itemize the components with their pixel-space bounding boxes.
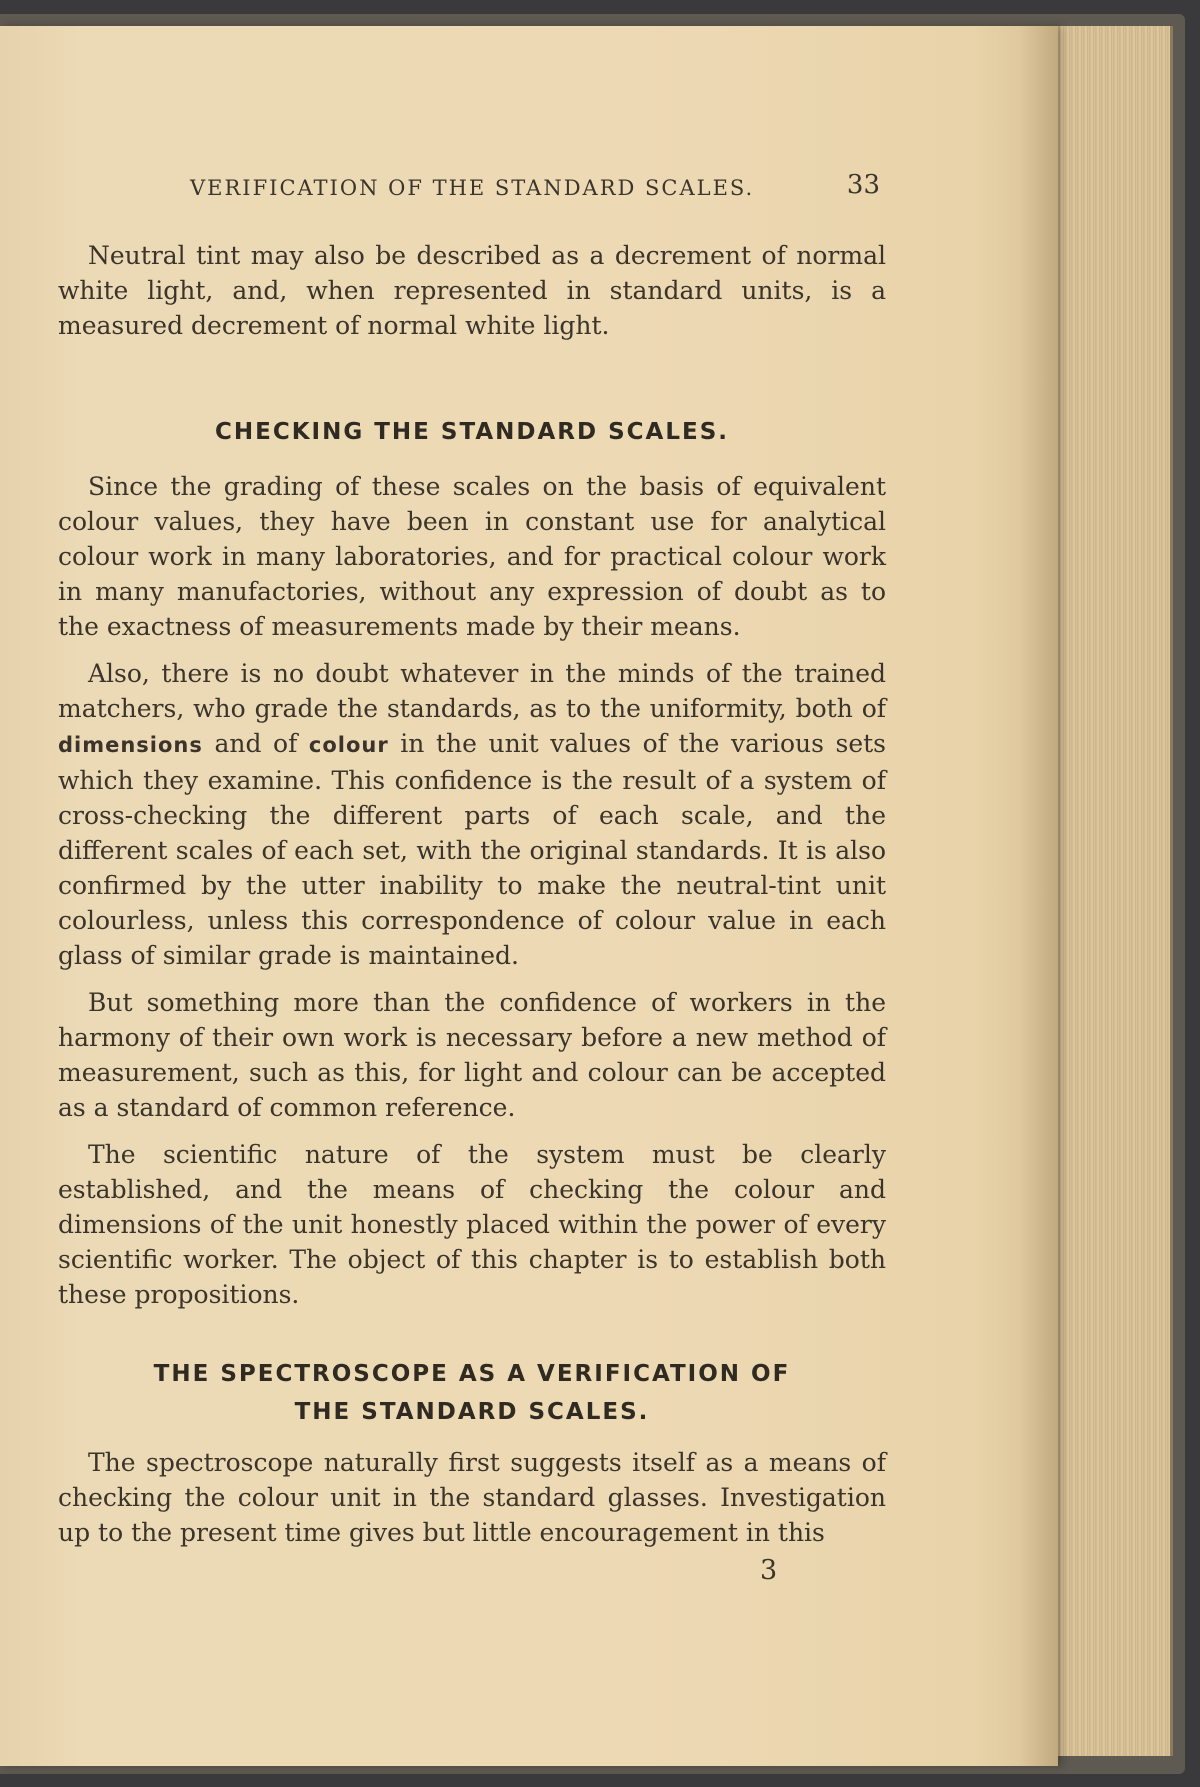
page-shadow [1020, 26, 1060, 1766]
intro-paragraph [58, 238, 886, 343]
heading-line: THE SPECTROSCOPE AS A VERIFICATION OF [153, 1361, 791, 1387]
page-number: 33 [846, 170, 880, 200]
heading-line: THE STANDARD SCALES. [294, 1399, 650, 1425]
paragraph [58, 656, 886, 973]
text-span: and of [202, 729, 309, 758]
paragraph: But something more than the confidence of workers in the harmony of their own work is necessary before a new method of measurement, such as this, for light and colour can be accepted as a standard of common reference. [58, 988, 886, 1122]
text-span: in the unit values of the various sets which they examine. This confidence is the result of a system of cross-checking the different parts of each scale, and the different scales of each set, with the original standards. It is also confirmed by the utter inability to make the neutral-tint unit colourless, unless this correspondence of colour value in each glass of similar grade is maintained. [58, 729, 887, 970]
running-head-title: VERIFICATION OF THE STANDARD SCALES. [190, 176, 755, 200]
running-head [190, 170, 880, 200]
section-heading-spectroscope [58, 1355, 886, 1431]
section-body-checking [58, 469, 886, 1312]
bold-term: dimensions [58, 733, 203, 757]
paragraph: Neutral tint may also be described as a decrement of normal white light, and, when represented in standard units, is a measured decrement of normal white light. [58, 241, 886, 340]
text-span: Also, there is no doubt whatever in the minds of the trained matchers, who grade the standards, as to the uniformity, both of [58, 659, 886, 723]
paragraph: Since the grading of these scales on the basis of equivalent colour values, they have been in constant use for analytical colour work in many laboratories, and for practical colour work in many manufactories, without any expression of doubt as to the exactness of measurements made by their means. [58, 472, 886, 641]
section-body-spectroscope [58, 1445, 886, 1550]
bold-term: colour [308, 733, 389, 757]
paragraph: The scientific nature of the system must be clearly established, and the means of checking the colour and dimensions of the unit honestly placed within the power of every scientific worker. The object of this chapter is to establish both these propositions. [58, 1140, 886, 1309]
section-heading-checking: CHECKING THE STANDARD SCALES. [214, 419, 730, 445]
paragraph: The spectroscope naturally first suggests itself as a means of checking the colour unit in the standard glasses. Investigation up to the present time gives but little encouragement in this [58, 1448, 886, 1547]
signature-mark: 3 [760, 1555, 778, 1586]
